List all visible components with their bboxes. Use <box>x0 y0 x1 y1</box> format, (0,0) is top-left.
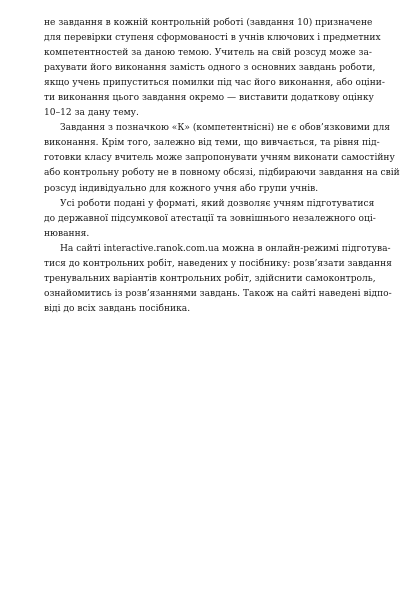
text-line: тренувальних варіантів контрольних робіт, здійснити самоконтроль, <box>44 273 376 284</box>
text-line: готовки класу вчитель може запропонувати учням виконати самостійну <box>44 153 395 164</box>
text-line: виконання. Крім того, залежно від теми, що вивчається, та рівня під- <box>44 138 380 149</box>
paragraph-competence-tasks <box>44 121 400 196</box>
text-line: рахувати його виконання замість одного з основних завдань роботи, <box>44 63 376 74</box>
text-line: Усі роботи подані у форматі, який дозволяє учням підготуватися <box>60 198 375 209</box>
text-line: Завдання з позначкою «К» (компетентнісні) не є обов’язковими для <box>60 123 390 134</box>
paragraph-website-info <box>44 242 392 317</box>
text-line: компетентностей за даною темою. Учитель на свій розсуд може за- <box>44 48 372 59</box>
text-line: ознайомитись із розв’язаннями завдань. Також на сайті наведені відпо- <box>44 288 392 299</box>
text-line: 10–12 за дану тему. <box>44 108 139 119</box>
text-line: нювання. <box>44 228 90 239</box>
body-text <box>44 16 400 317</box>
text-line: не завдання в кожній контрольній роботі (завдання 10) призначене <box>44 18 373 28</box>
text-line: для перевірки ступеня сформованості в учнів ключових і предметних <box>44 33 381 44</box>
paragraph-exam-format <box>44 197 376 242</box>
text-line: розсуд індивідуально для кожного учня або групи учнів. <box>44 183 319 194</box>
text-line: до державної підсумкової атестації та зовнішнього незалежного оці- <box>44 213 376 224</box>
text-line: ти виконання цього завдання окремо — виставити додаткову оцінку <box>44 93 374 104</box>
paragraph-task-10-description <box>44 16 385 121</box>
text-line: якщо учень припуститься помилки під час його виконання, або оціни- <box>44 78 385 89</box>
text-line: тися до контрольних робіт, наведених у посібнику: розв’язати завдання <box>44 258 392 269</box>
text-line: На сайті interactive.ranok.com.ua можна в онлайн-режимі підготува- <box>60 243 391 254</box>
text-line: віді до всіх завдань посібника. <box>44 303 191 314</box>
text-line: або контрольну роботу не в повному обсязі, підбираючи завдання на свій <box>44 168 400 179</box>
